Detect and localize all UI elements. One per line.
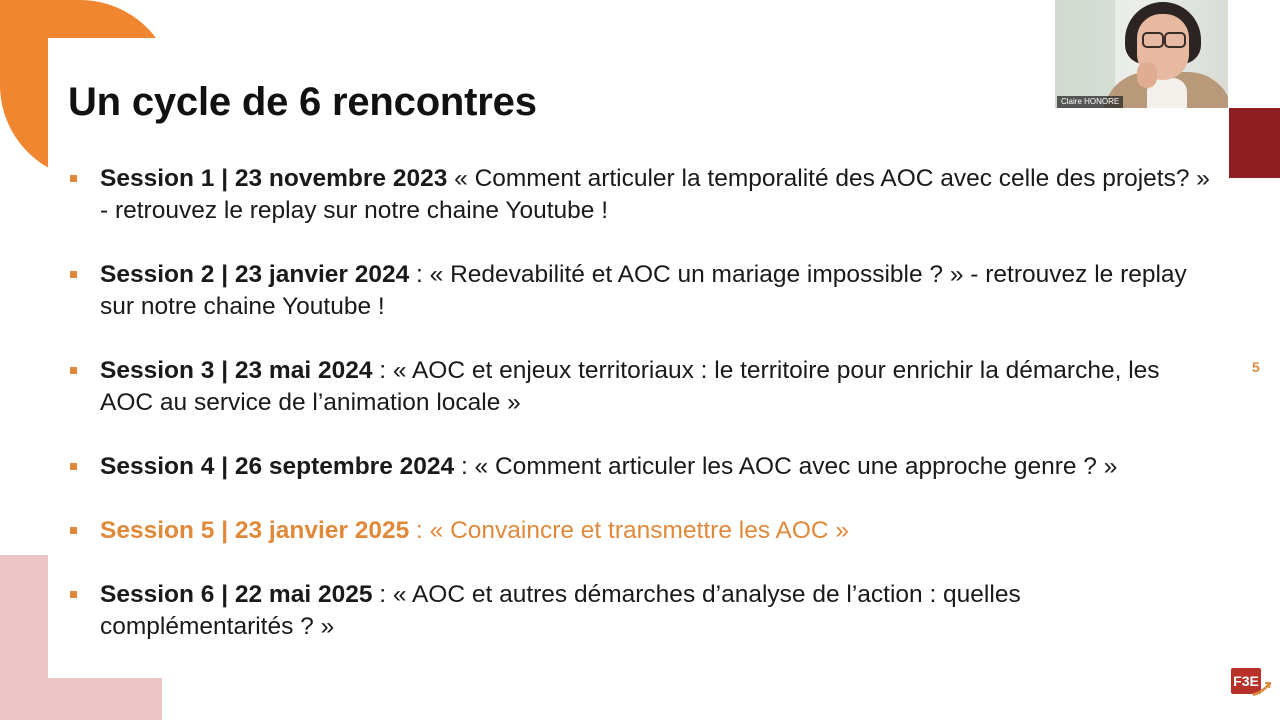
session-item-4 <box>70 451 1210 483</box>
bullet-icon <box>70 463 77 470</box>
session-description: « Comment articuler la temporalité des AOC avec celle des projets? » - retrouvez le replay sur notre chaine Youtube ! <box>100 165 1210 224</box>
bullet-icon <box>70 367 77 374</box>
session-item-3 <box>70 355 1210 419</box>
f3e-logo <box>1231 668 1271 698</box>
bullet-icon <box>70 527 77 534</box>
session-item-6 <box>70 579 1210 643</box>
session-item-1 <box>70 163 1210 227</box>
webcam-video-tile[interactable] <box>1055 0 1228 108</box>
bullet-icon <box>70 175 77 182</box>
participant-name-label: Claire HONORE <box>1057 96 1123 108</box>
session-heading: Session 1 | 23 novembre 2023 <box>100 165 448 192</box>
slide-title: Un cycle de 6 rencontres <box>68 80 537 124</box>
glasses-icon <box>1142 32 1164 48</box>
slide-page-number: 5 <box>1252 359 1260 375</box>
bullet-icon <box>70 591 77 598</box>
session-description: : « AOC et enjeux territoriaux : le territoire pour enrichir la démarche, les AOC au service de l’animation locale » <box>100 357 1160 416</box>
session-description: : « AOC et autres démarches d’analyse de l’action : quelles complémentarités ? » <box>100 581 1021 640</box>
red-side-block <box>1229 108 1280 178</box>
session-item-2 <box>70 259 1210 323</box>
logo-arrow-icon <box>1231 668 1271 698</box>
bullet-icon <box>70 271 77 278</box>
session-heading: Session 3 | 23 mai 2024 <box>100 357 373 384</box>
logo-text: F3E <box>1231 668 1261 694</box>
session-description: : « Convaincre et transmettre les AOC » <box>409 517 850 544</box>
session-heading: Session 5 | 23 janvier 2025 <box>100 517 410 544</box>
session-description: : « Comment articuler les AOC avec une approche genre ? » <box>454 453 1118 480</box>
session-item-5 <box>70 515 1210 547</box>
session-heading: Session 4 | 26 septembre 2024 <box>100 453 455 480</box>
session-heading: Session 6 | 22 mai 2025 <box>100 581 373 608</box>
session-heading: Session 2 | 23 janvier 2024 <box>100 261 410 288</box>
participant-hand <box>1137 62 1157 88</box>
session-description: : « Redevabilité et AOC un mariage impossible ? » - retrouvez le replay sur notre chaine Youtube ! <box>100 261 1187 320</box>
